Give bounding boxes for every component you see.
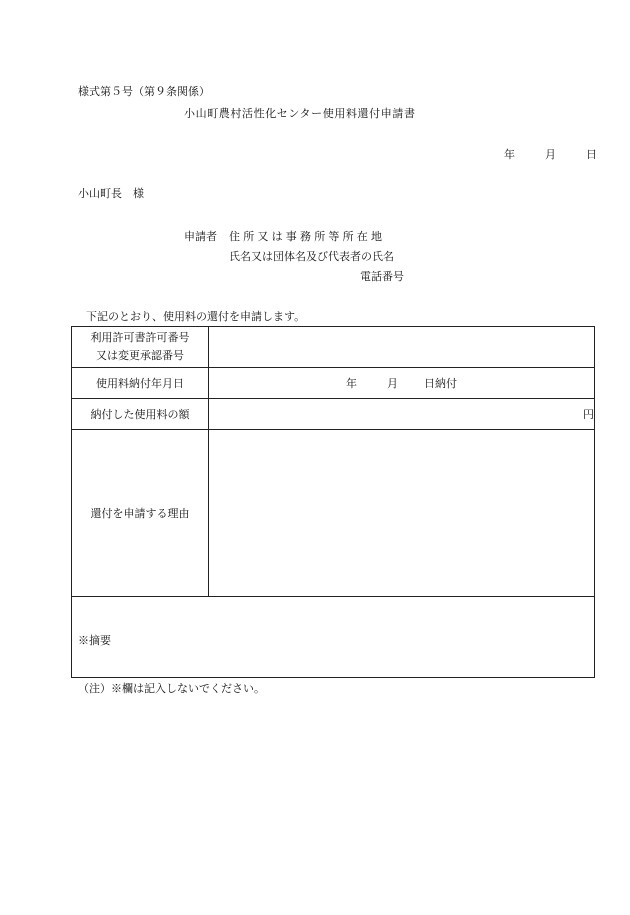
applicant-label: 申請者 [184, 230, 217, 243]
permit-number-field[interactable] [209, 327, 595, 368]
payment-date-label: 使用料納付年月日 [72, 368, 209, 399]
date-line [504, 149, 597, 160]
refund-form-table [71, 326, 595, 678]
date-year-label: 年 [504, 148, 515, 161]
date-day-label: 日 [586, 148, 597, 161]
document-title: 小山町農村活性化センター使用料還付申請書 [184, 107, 416, 120]
addressee: 小山町長 様 [78, 187, 144, 200]
reason-field[interactable] [209, 430, 595, 597]
payment-date-day: 日納付 [424, 376, 457, 390]
table-row-permit-number [72, 327, 595, 368]
table-row-amount [72, 399, 595, 430]
payment-date-month: 月 [387, 376, 398, 390]
intro-text: 下記のとおり、使用料の還付を申請します。 [86, 310, 306, 323]
permit-number-label [72, 327, 209, 368]
applicant-address-label: 住所又は事務所等所在地 [229, 230, 386, 243]
amount-field[interactable] [209, 399, 595, 430]
applicant-name-label: 氏名又は団体名及び代表者の氏名 [229, 250, 394, 263]
applicant-tel-label: 電話番号 [360, 270, 404, 283]
payment-date-field[interactable] [209, 368, 595, 399]
form-number: 様式第５号（第９条関係） [78, 85, 210, 98]
table-row-reason [72, 430, 595, 597]
permit-number-label-line2: 又は変更承認番号 [96, 349, 184, 362]
remarks-field[interactable] [72, 597, 595, 678]
amount-label: 納付した使用料の額 [72, 399, 209, 430]
amount-unit: 円 [583, 407, 594, 421]
payment-date-year: 年 [346, 376, 357, 390]
reason-label: 還付を申請する理由 [72, 430, 209, 597]
permit-number-label-line1: 利用許可書許可番号 [90, 331, 190, 344]
table-row-payment-date [72, 368, 595, 399]
date-month-label: 月 [545, 148, 556, 161]
remarks-label: ※摘要 [78, 634, 111, 647]
footnote: （注）※欄は記入しないでください。 [78, 682, 265, 695]
table-row-remarks [72, 597, 595, 678]
